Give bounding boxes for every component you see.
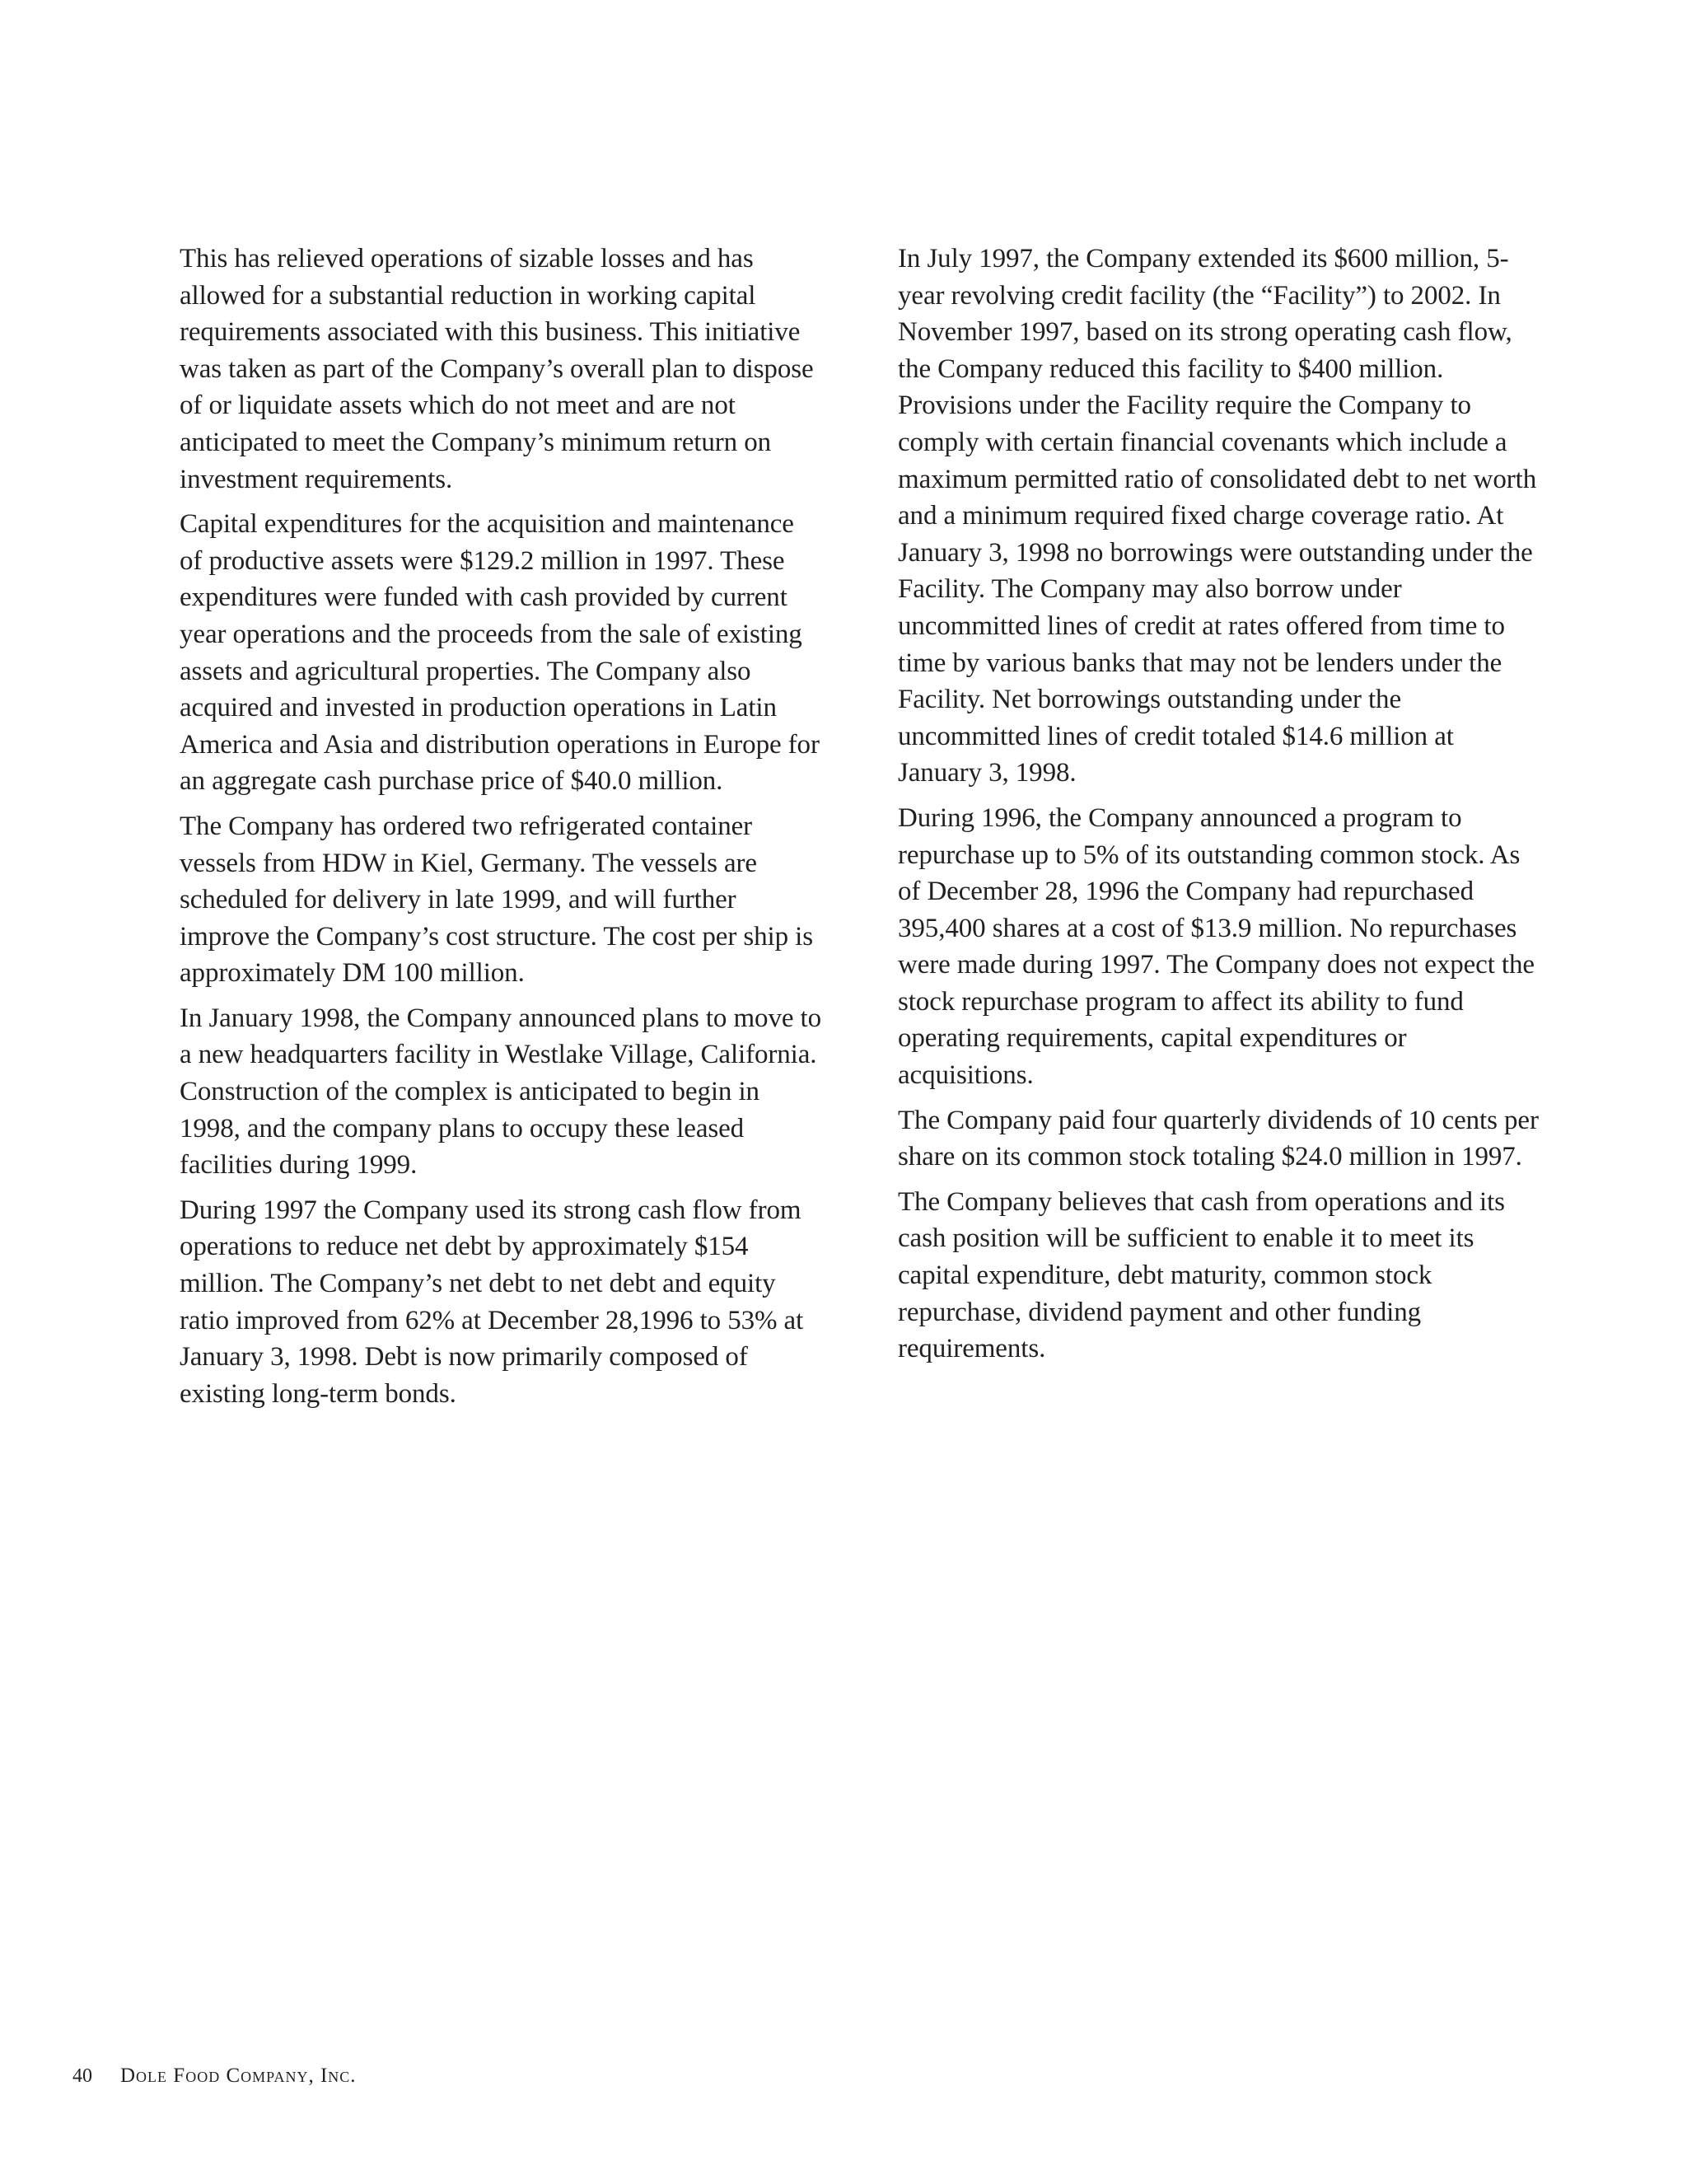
left-text-column bbox=[180, 241, 822, 1420]
paragraph-relieved-operations: This has relieved operations of sizable losses and has allowed for a substantial reduction in working capital requirements associated with this business. This initiative was taken as part of the Company’s overall plan to dispose of or liquidate assets which do not meet and are not anticipated to meet the Company’s minimum return on investment requirements. bbox=[180, 244, 814, 494]
paragraph-dividends: The Company paid four quarterly dividends of 10 cents per share on its common stock totaling $24.0 million in 1997. bbox=[898, 1105, 1539, 1172]
paragraph-net-debt: During 1997 the Company used its strong cash flow from operations to reduce net debt by approximately $154 million. The Company’s net debt to net debt and equity ratio improved from 62% at December 28,1996 to 53% at January 3, 1998. Debt is now primarily composed of existing long-term bonds. bbox=[180, 1195, 804, 1409]
paragraph-capital-expenditures: Capital expenditures for the acquisition and maintenance of productive assets were $129.2 million in 1997. These expenditures were funded with cash provided by current year operations and the proceeds from the sale of existing assets and agricultural properties. The Company also acquired and invested in production operations in Latin America and Asia and distribution operations in Europe for an aggregate cash purchase price of $40.0 million. bbox=[180, 509, 820, 797]
right-text-column bbox=[898, 241, 1540, 1376]
paragraph-credit-facility: In July 1997, the Company extended its $600 million, 5-year revolving credit facility (the “Facility”) to 2002. In November 1997, based on its strong operating cash flow, the Company reduced this facility to $400 million. Provisions under the Facility require the Company to comply with certain financial covenants which include a maximum permitted ratio of consolidated debt to net worth and a minimum required fixed charge coverage ratio. At January 3, 1998 no borrowings were outstanding under the Facility. The Company may also borrow under uncommitted lines of credit at rates offered from time to time by various banks that may not be lenders under the Facility. Net borrowings outstanding under the uncommitted lines of credit totaled $14.6 million at January 3, 1998. bbox=[898, 244, 1537, 788]
paragraph-headquarters-move: In January 1998, the Company announced plans to move to a new headquarters facility in Westlake Village, California. Construction of the complex is anticipated to begin in 1998, and the company plans to occupy these leased facilities during 1999. bbox=[180, 1003, 822, 1181]
page-footer bbox=[72, 2065, 357, 2088]
footer-company-name: Dole Food Company, Inc. bbox=[120, 2065, 357, 2087]
page-number: 40 bbox=[72, 2065, 92, 2087]
paragraph-container-vessels: The Company has ordered two refrigerated container vessels from HDW in Kiel, Germany. The vessels are scheduled for delivery in late 1999, and will further improve the Company’s cost structure. The cost per ship is approximately DM 100 million. bbox=[180, 811, 813, 989]
paragraph-funding-outlook: The Company believes that cash from operations and its cash position will be sufficient to enable it to meet its capital expenditure, debt maturity, common stock repurchase, dividend payment and other funding requirements. bbox=[898, 1186, 1505, 1364]
paragraph-stock-repurchase: During 1996, the Company announced a program to repurchase up to 5% of its outstanding common stock. As of December 28, 1996 the Company had repurchased 395,400 shares at a cost of $13.9 million. No repurchases were made during 1997. The Company does not expect the stock repurchase program to affect its ability to fund operating requirements, capital expenditures or acquisitions. bbox=[898, 802, 1535, 1091]
